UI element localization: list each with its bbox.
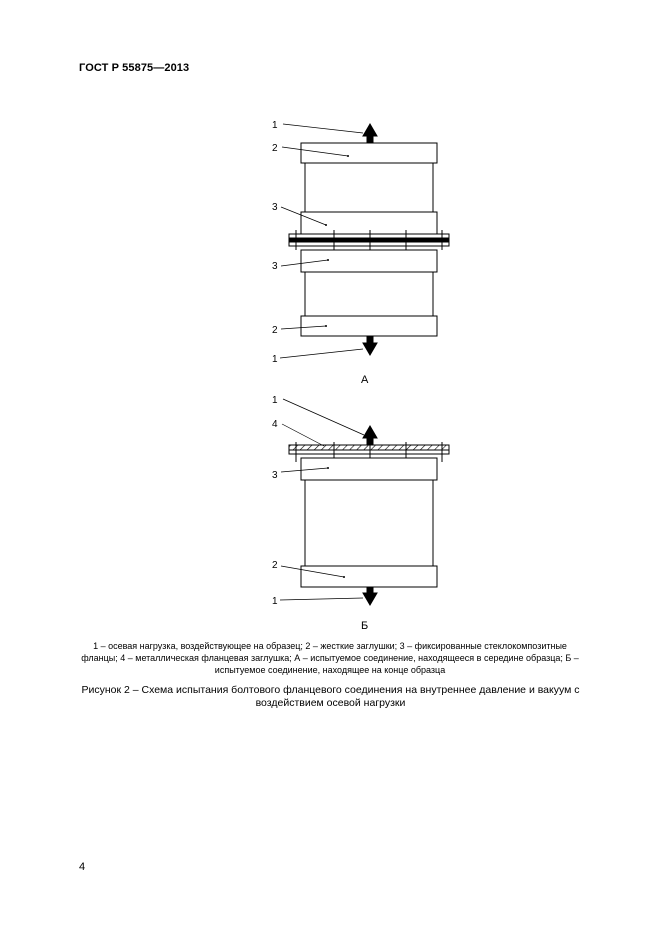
variant-b-label: Б bbox=[361, 620, 369, 632]
axial-load-arrow-up-a bbox=[363, 124, 377, 143]
rigid-cap-top-a bbox=[301, 143, 437, 163]
variant-a-label: А bbox=[361, 374, 369, 386]
figure-caption: Рисунок 2 – Схема испытания болтового фланцевого соединения на внутреннее давление и вакуум с воздействием осевой нагрузки bbox=[81, 684, 580, 709]
scheme-a bbox=[280, 124, 449, 358]
document-header: ГОСТ Р 55875—2013 bbox=[79, 62, 190, 74]
figure-legend: 1 – осевая нагрузка, воздействующее на образец; 2 – жесткие заглушки; 3 – фиксированные стеклокомпозитные фланцы; 4 – металлическая фланцевая заглушка; А – испытуемое соединение, находящееся в середине образца; Б – испытуемое соединение, находящее на конце образца bbox=[81, 641, 579, 675]
flange-b bbox=[301, 458, 437, 480]
label-b-4: 4 bbox=[272, 419, 278, 430]
axial-load-arrow-down-a bbox=[363, 336, 377, 355]
label-a-1-bottom: 1 bbox=[272, 354, 278, 365]
scheme-b bbox=[280, 399, 449, 605]
label-a-3-top: 3 bbox=[272, 202, 278, 213]
label-a-3-bottom: 3 bbox=[272, 261, 278, 272]
page-number: 4 bbox=[79, 861, 86, 873]
label-b-1-top: 1 bbox=[272, 395, 278, 406]
rigid-cap-bottom-b bbox=[301, 566, 437, 587]
label-b-1-bottom: 1 bbox=[272, 596, 278, 607]
label-a-2-bottom: 2 bbox=[272, 325, 278, 336]
label-b-3: 3 bbox=[272, 470, 278, 481]
label-b-2: 2 bbox=[272, 560, 278, 571]
label-a-1-top: 1 bbox=[272, 120, 278, 131]
label-a-2-top: 2 bbox=[272, 143, 278, 154]
axial-load-arrow-down-b bbox=[363, 587, 377, 605]
